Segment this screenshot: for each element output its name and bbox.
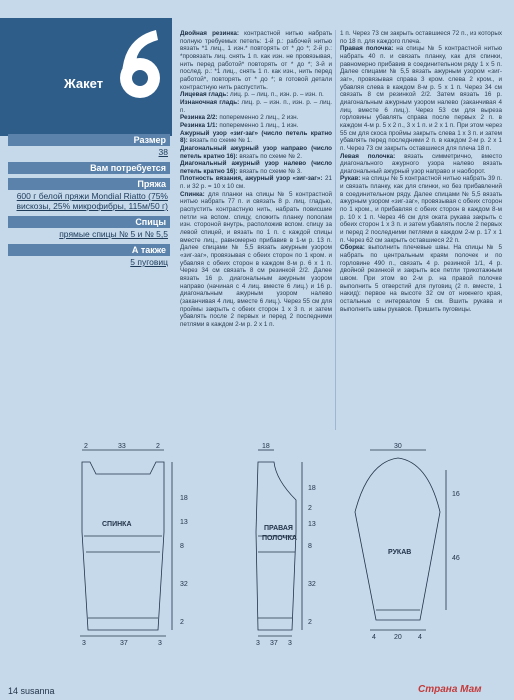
paragraph-text: вязать по схеме № 2.	[237, 152, 302, 160]
sleeve-label: РУКАВ	[388, 549, 412, 556]
paragraph	[340, 45, 502, 152]
sleeve-outline	[355, 458, 440, 620]
size-value: 38	[158, 147, 168, 157]
yarn-label: Пряжа	[8, 178, 170, 190]
paragraph-heading: Резинка 2/2:	[180, 114, 218, 122]
paragraph-heading: Диагональный ажурный узор налево (число петель кратно 16):	[180, 160, 332, 175]
page-number: 14	[8, 686, 19, 696]
yarn-value: 600 г белой пряжи Mondial Riatto (75% вискозы, 25% микрофибры, 115м/50 г)	[16, 191, 168, 211]
paragraph-text: 21 п. и 32 р. = 10 х 10 см.	[180, 175, 332, 191]
paragraph	[340, 244, 502, 313]
paragraph-heading: Двойная резинка:	[180, 30, 239, 37]
paragraph-heading: Изнаночная гладь:	[180, 98, 240, 106]
paragraph-text: выполнить плечевые швы. На спицы № 5 набрать по центральным краям полочек и по горловине 490 п., связать 4 р. резинкой 1/1, 4 р. двойной резинкой и закрыть все петли трикотажным швом. При этом во 2-м р. на правой полочке выполнить 5 отверстий для пуговиц (2 п. вместе, 1 накид): первое на высоте 32 см от нижнего края, остальные с интервалом 5 см. Вшить рукава и выполнить швы рукавов. Пришить пуговицы.	[340, 244, 502, 313]
paragraph-text: на спицы № 5 контрастной нитью набрать 40 п. и связать планку, как для спинки, равномерно прибавив в соединительном ряду 1 х 5 п. Далее спицами № 5,5 вязать ажурным узором «зиг-заг», провязывая справа 3 кром. слева 2 кром., и убавляя слева в каждом 8-м р. 5 х 1 п. Через 34 см связать 8 см резинкой 2/2. Затем вязать 16 р. диагональным ажурным узором налево (заканчивая 4 лиц. вместе 6 лиц.). Через 53 см для выреза горловины убавлять справа после первых 2 п. в каждом 4-м р. 5 х 2 п., 3 х 1 п. и 2 х 1 п. При этом через 55 см для скоса проймы закрыть слева 1 х 3 п. и затем убавлять перед последними 2 п. в каждом 2-м р. 2 х 1 п. Через 73 см закрыть оставшиеся для плеча 18 п.	[340, 45, 503, 152]
need-label: Вам потребуется	[8, 162, 170, 174]
front-right-dim-4: 8	[308, 543, 312, 550]
paragraph-heading: Диагональный ажурный узор направо (число петель кратно 16):	[180, 144, 332, 160]
back-right-dim-1: 18	[180, 495, 188, 502]
sleeve-bottom-dim-3: 4	[418, 634, 422, 641]
paragraph-text: лиц. р. – изн. п., изн. р. – лиц. п.	[180, 98, 332, 114]
back-label: СПИНКА	[102, 521, 132, 528]
paragraph-text: попеременно 2 лиц., 2 изн.	[217, 114, 299, 122]
paragraph	[180, 99, 332, 114]
paragraph	[180, 30, 332, 91]
pattern-diagrams	[0, 440, 514, 647]
paragraph-heading: Плотность вязания, ажурный узор «зиг-заг»:	[180, 175, 323, 183]
paragraph-heading: Сборка:	[340, 244, 365, 252]
instructions-column-2	[340, 30, 502, 313]
size-label: Размер	[8, 134, 170, 146]
column-divider	[335, 30, 336, 430]
back-right-dim-4: 32	[180, 581, 188, 588]
front-right-dim-6: 2	[308, 619, 312, 626]
page-footer	[8, 686, 55, 696]
front-bottom-dim-1: 3	[256, 640, 260, 647]
watermark: Страна Мам	[418, 684, 482, 695]
back-right-dim-2: 13	[180, 519, 188, 526]
sleeve-bottom-dim-2: 20	[394, 634, 402, 641]
front-bottom-dim-3: 3	[288, 640, 292, 647]
instructions-column-1	[180, 30, 332, 329]
paragraph-heading: Спинка:	[180, 190, 205, 198]
paragraph	[180, 160, 332, 175]
back-bottom-dim-3: 3	[158, 640, 162, 647]
sleeve-top-dim: 30	[394, 443, 402, 450]
paragraph-text: вязать по схеме № 1.	[187, 137, 253, 145]
paragraph-heading: Правая полочка:	[340, 45, 394, 53]
front-outline	[256, 462, 296, 630]
paragraph	[180, 114, 332, 122]
paragraph-text: вязать симметрично, вместо диагонального ажурного узора налево вязать диагональный ажурный узор направо и наоборот.	[340, 152, 503, 175]
paragraph-heading: Лицевая гладь:	[180, 91, 229, 99]
paragraph-text: контрастной нитью набрать полную требуемых петель: 1-й р.: рабочей нитью вязать *1 лиц., 1 изн.* повторять от * до *; 2-й р.: *провязать лиц. снять 1 п. как изн. не провязывая, нить перед работой* повторять от * до *; 3-й и послед. р.: *1 лиц., снять 1 п. как изн., нить перед работой*, повторять от * до *; в готовой детали контрастную нить распустить.	[180, 30, 332, 91]
paragraph	[340, 30, 502, 45]
paragraph	[340, 153, 502, 176]
also-value: 5 пуговиц	[130, 257, 168, 267]
back-top-dim-1: 2	[84, 443, 88, 450]
back-bottom-dim-2: 37	[120, 640, 128, 647]
paragraph-heading: Рукав:	[340, 175, 361, 183]
sleeve-right-dim-2: 46	[452, 555, 460, 562]
front-bottom-dim-2: 37	[270, 640, 278, 647]
paragraph-heading: Ажурный узор «зиг-заг» (число петель кратно 8):	[180, 129, 332, 145]
page-title: Жакет	[64, 76, 104, 91]
back-top-dim-2: 33	[118, 443, 126, 450]
paragraph-text: для планки на спицы № 5 контрастной нитью набрать 77 п. и связать 8 р. лиц. гладью, распустить контрастную нить, набрать повисшие петли на вспом. спицу, сложить планку пополам изн. стороной внутрь, расположив вспом. спицу за левой спицей, и вязать по 1 п. с каждой спицы вместе лиц., равномерно прибавив в 1-м р. 13 п. Далее спицами № 5,5 вязать ажурным узором «зиг-заг», провязывая с обеих сторон по 1 кром. и убавляя с обеих сторон в каждом 8-м р. 6 х 1 п. Через 34 см связать 8 см резинкой 2/2. Далее вязать 16 р. диагональным ажурным узором направо (начиная с 4 лиц. вместе 6 лиц.) и 16 р. диагональным ажурным узором налево (заканчивая 4 лиц. вместе 6 лиц.). Через 55 см для проймы закрыть с обеих сторон 1 х 3 п. и затем убавлять после 2 первых и перед 2 последними петлями в каждом 2-м р. 2 х 1 п.	[180, 190, 332, 328]
paragraph	[180, 191, 332, 329]
back-outline	[82, 462, 164, 630]
paragraph-text: на спицы № 5 контрастной нитью набрать 39 п. и связать планку, как для спинки, но без прибавлений в соединительном ряду. Далее спицами № 5,5 вязать ажурным узором «зиг-заг», провязывая с обеих сторон по 1 кром., и прибавляя с обеих сторон в каждом 8-м р. 10 х 1 п. Через 46 см для оката рукава закрыть с обеих сторон 1 х 3 п. и затем убавлять после 2 первых и перед 2 последними петлями в каждом 2-м р. 17 х 1 п. Через 62 см закрыть оставшиеся 22 п.	[340, 175, 502, 244]
brand-name: susanna	[20, 686, 55, 696]
paragraph	[180, 122, 332, 130]
front-right-dim-2: 2	[308, 505, 312, 512]
front-label-line2: ПОЛОЧКА	[262, 535, 297, 542]
materials-panel	[8, 130, 170, 268]
back-right-dim-5: 2	[180, 619, 184, 626]
paragraph	[180, 175, 332, 190]
front-label-line1: ПРАВАЯ	[264, 525, 293, 532]
back-right-dim-3: 8	[180, 543, 184, 550]
paragraph-heading: Резинка 1/1:	[180, 121, 218, 129]
sleeve-right-dim-1: 16	[452, 491, 460, 498]
front-right-dim-5: 32	[308, 581, 316, 588]
paragraph	[180, 145, 332, 160]
also-label: А также	[8, 244, 170, 256]
back-bottom-dim-1: 3	[82, 640, 86, 647]
paragraph-heading: Левая полочка:	[340, 152, 396, 160]
paragraph-text: 1 п. Через 73 см закрыть оставшиеся 72 п., из которых по 18 п. для каждого плеча.	[340, 30, 502, 45]
needles-value: прямые спицы № 5 и № 5,5	[59, 229, 168, 239]
front-right-dim-1: 18	[308, 485, 316, 492]
number-six-icon	[112, 24, 168, 104]
sleeve-bottom-dim-1: 4	[372, 634, 376, 641]
front-top-dim: 18	[262, 443, 270, 450]
paragraph-text: вязать по схеме № 3.	[237, 167, 302, 175]
paragraph-text: лиц. р. – лиц. п., изн. р. – изн. п.	[228, 91, 324, 99]
paragraph	[180, 130, 332, 145]
paragraph-text: попеременно 1 лиц., 1 изн.	[217, 121, 299, 129]
front-right-dim-3: 13	[308, 521, 316, 528]
paragraph	[180, 91, 332, 99]
needles-label: Спицы	[8, 216, 170, 228]
back-top-dim-3: 2	[156, 443, 160, 450]
paragraph	[340, 175, 502, 244]
